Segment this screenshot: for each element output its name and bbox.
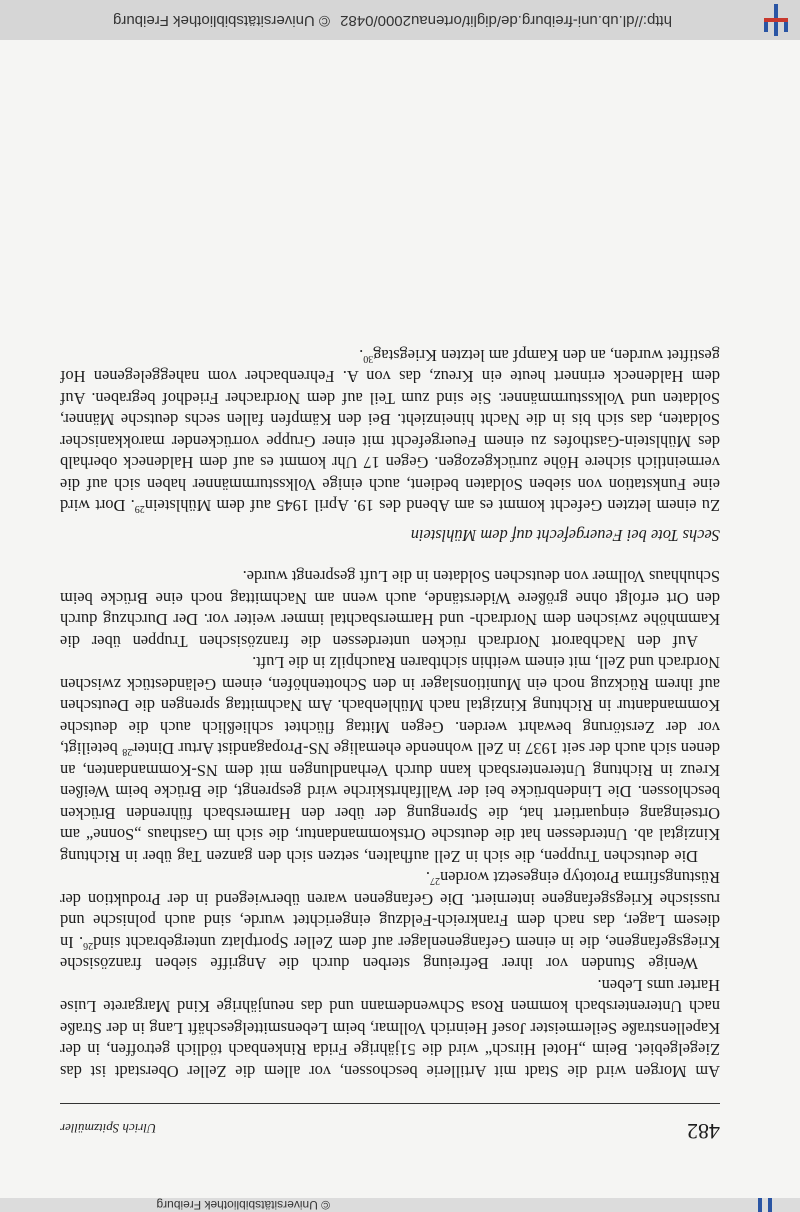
footnote-marker[interactable]: 30 [363, 353, 374, 364]
paragraph [60, 975, 720, 1083]
paragraph-text: beteiligt, vor der Zerstörung bewahrt werden. Gegen Mittag flüchtet schließlich auch die deutsche Kommandantur in Richtung Kinzigtal nach Mühlenbach. Am Nachmittag sprengen die Deutschen auf ihrem Rückzug noch ein Munitionslager in den Schottenhöfen, einem Geländestück zwischen Nordrach und Zell, mit einem weithin sichtbaren Rauchpilz in die Luft. [60, 653, 720, 759]
paragraph [60, 867, 720, 975]
paragraph [60, 652, 720, 867]
library-logo-icon [748, 1198, 778, 1212]
section-heading: Sechs Tote bei Feuergefecht auf dem Mühlstein [410, 526, 720, 545]
footnote-marker[interactable]: 29 [134, 503, 145, 515]
scan-footer-bar [0, 0, 800, 40]
paragraph [60, 345, 720, 517]
paragraph-text: . Dort wird eine Funkstation von sieben Soldaten bedient, auch einige Volkssturmmänner haben sich auf die vermeintlich sichere Höhe zurückgezogen. Gegen 17 Uhr kommt es auf dem Haldeneck oberhalb des Mühlstein-Gasthofes zu einem Feuergefecht mit einer Gruppe vorrückender marokkanischer Soldaten, das sich bis in die Nacht hineinzieht. Bei den Kämpfen fallen sechs deutsche Männer, Soldaten und Volkssturmmänner. Sie sind zum Teil auf dem Nordracher Friedhof begraben. Auf dem Haldeneck erinnert heute ein Kreuz, das von A. Fehrenbacher vom naheggelegenen Hof gestiftet wurden, an den Kampf am letzten Kriegstag [60, 346, 720, 516]
book-page [60, 345, 720, 1153]
paragraph-text: Wenige Stunden vor ihrer Befreiung sterben durch die Angriffe sieben französische Kriegsgefangene, die in einem Gefangenenlager auf dem Zeller Sportplatz untergebracht sind [60, 933, 720, 974]
copyright-text: © Universitätsbibliothek Freiburg [113, 12, 330, 29]
paragraph-text: Auf den Nachbarort Nordrach rücken unterdessen die französischen Truppen über die Kammhöhe zwischen dem Nordrach- und Harmersbachtal immer weiter vor. Der Durchzug durch den Ort erfolgt ohne größere Widerstände, auch wenn am Nachmittag noch eine Brücke beim Schuhhaus Vollmer von deutschen Soldaten in die Luft gesprengt wurde. [60, 567, 720, 651]
library-logo-icon [756, 0, 796, 40]
paragraph-text: Zu einem letzten Gefecht kommt es am Abend des 19. April 1945 auf dem Mühlstein [144, 496, 720, 516]
top-copyright-text: © Universitätsbibliothek Freiburg [156, 1198, 330, 1212]
page-number: 482 [687, 1119, 720, 1144]
running-head: Ulrich Spitzmüller [60, 1121, 157, 1136]
paragraph-text: . [425, 868, 431, 888]
paragraph-text: . [359, 346, 364, 365]
footnote-marker[interactable]: 28 [122, 746, 133, 758]
paragraph-text: . In diesem Lager, das nach dem Frankreich-Feldzug eingerichtet wurde, sind auch polnische und russische Kriegsgefangene interniert. Die Gefangenen waren überwiegend in der Produktion der Rüstungsfirma Prototyp eingesetzt worden [60, 868, 720, 952]
body-text [60, 345, 720, 1083]
paragraph [60, 566, 720, 652]
page-header [60, 1104, 720, 1144]
scan-top-strip [0, 1198, 800, 1212]
header-rule [60, 1103, 720, 1104]
paragraph-text: Die deutschen Truppen, die sich in Zell aufhalten, setzen sich den ganzen Tag über in Richtung Kinzigtal ab. Unterdessen hat die deutsche Ortskommandantur, die sich im Gasthaus „Sonne“ am Ortseingang einquartiert hat, die Sprengung der über den Harmersbach führenden Brücken beschlossen. Die Lindenbrücke bei der Wallfahrtskirche wird gesprengt, die Brücke beim Weißen Kreuz in Richtung Unterentersbach kann durch Verhandlungen mit dem NS-Kommandanten, an denen sich auch der seit 1937 in Zell wohnende ehemalige NS-Propagandist Artur Dinter [60, 739, 720, 866]
page-url[interactable]: http://dl.ub.uni-freiburg.de/diglit/ortenau2000/0482 [340, 12, 672, 29]
paragraph-text: Am Morgen wird die Stadt mit Artillerie beschossen, vor allem die Zeller Oberstadt ist das Ziegelgebiet. Beim „Hotel Hirsch“ wird die 51jährige Frida Rinkenbach tödlich getroffen, in der Kapellenstraße Seilermeister Josef Heinrich Vollmar, beim Lebensmittelgeschäft Lang in der Straße nach Unterentersbach kommen Rosa Schwendemann und das neunjährige Kind Margarete Luise Harter ums Leben. [60, 976, 720, 1081]
footnote-marker[interactable]: 27 [430, 875, 441, 887]
footnote-marker[interactable]: 26 [83, 940, 94, 951]
